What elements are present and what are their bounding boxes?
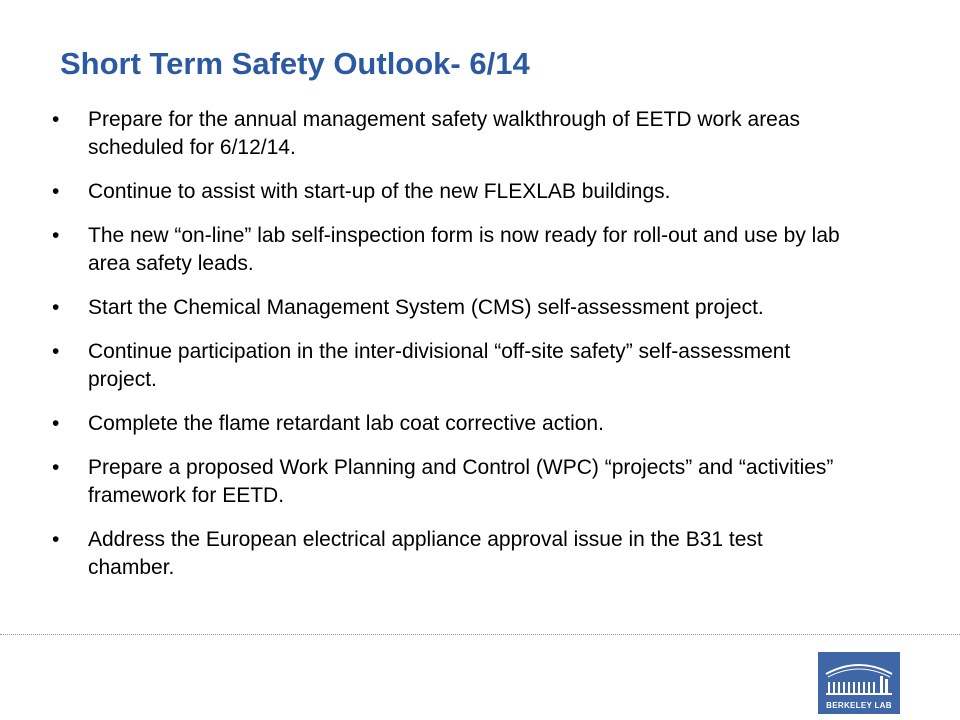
berkeley-lab-logo bbox=[818, 652, 900, 714]
bullet-text: Continue participation in the inter-divisional “off-site safety” self-assessment project. bbox=[88, 340, 791, 391]
bullet-marker: • bbox=[52, 180, 60, 203]
bullet-text: Address the European electrical appliance approval issue in the B31 test chamber. bbox=[88, 528, 763, 579]
bullet-marker: • bbox=[52, 108, 60, 131]
slide-title: Short Term Safety Outlook- 6/14 bbox=[60, 46, 530, 81]
bullet-item bbox=[52, 106, 852, 162]
bullet-marker: • bbox=[52, 528, 60, 551]
bullet-marker: • bbox=[52, 224, 60, 247]
bullet-item bbox=[52, 410, 852, 438]
bullet-item bbox=[52, 526, 852, 582]
bullet-item bbox=[52, 294, 852, 322]
footer-divider bbox=[0, 634, 960, 635]
bullet-item bbox=[52, 454, 852, 510]
bullet-marker: • bbox=[52, 296, 60, 319]
bullet-text: Start the Chemical Management System (CMS) self-assessment project. bbox=[88, 296, 764, 319]
bullet-text: Complete the flame retardant lab coat corrective action. bbox=[88, 412, 604, 435]
bullet-item bbox=[52, 178, 852, 206]
bullet-text: Continue to assist with start-up of the new FLEXLAB buildings. bbox=[88, 180, 671, 203]
bullet-marker: • bbox=[52, 456, 60, 479]
bullet-text: Prepare a proposed Work Planning and Control (WPC) “projects” and “activities” framework for EETD. bbox=[88, 456, 834, 507]
bullet-marker: • bbox=[52, 412, 60, 435]
bullet-text: The new “on-line” lab self-inspection form is now ready for roll-out and use by lab area safety leads. bbox=[88, 224, 840, 275]
bullet-text: Prepare for the annual management safety walkthrough of EETD work areas scheduled for 6/12/14. bbox=[88, 108, 801, 159]
logo-text: BERKELEY LAB bbox=[826, 701, 892, 710]
bullet-marker: • bbox=[52, 340, 60, 363]
bullet-list bbox=[52, 106, 852, 598]
bullet-item bbox=[52, 338, 852, 394]
bullet-item bbox=[52, 222, 852, 278]
